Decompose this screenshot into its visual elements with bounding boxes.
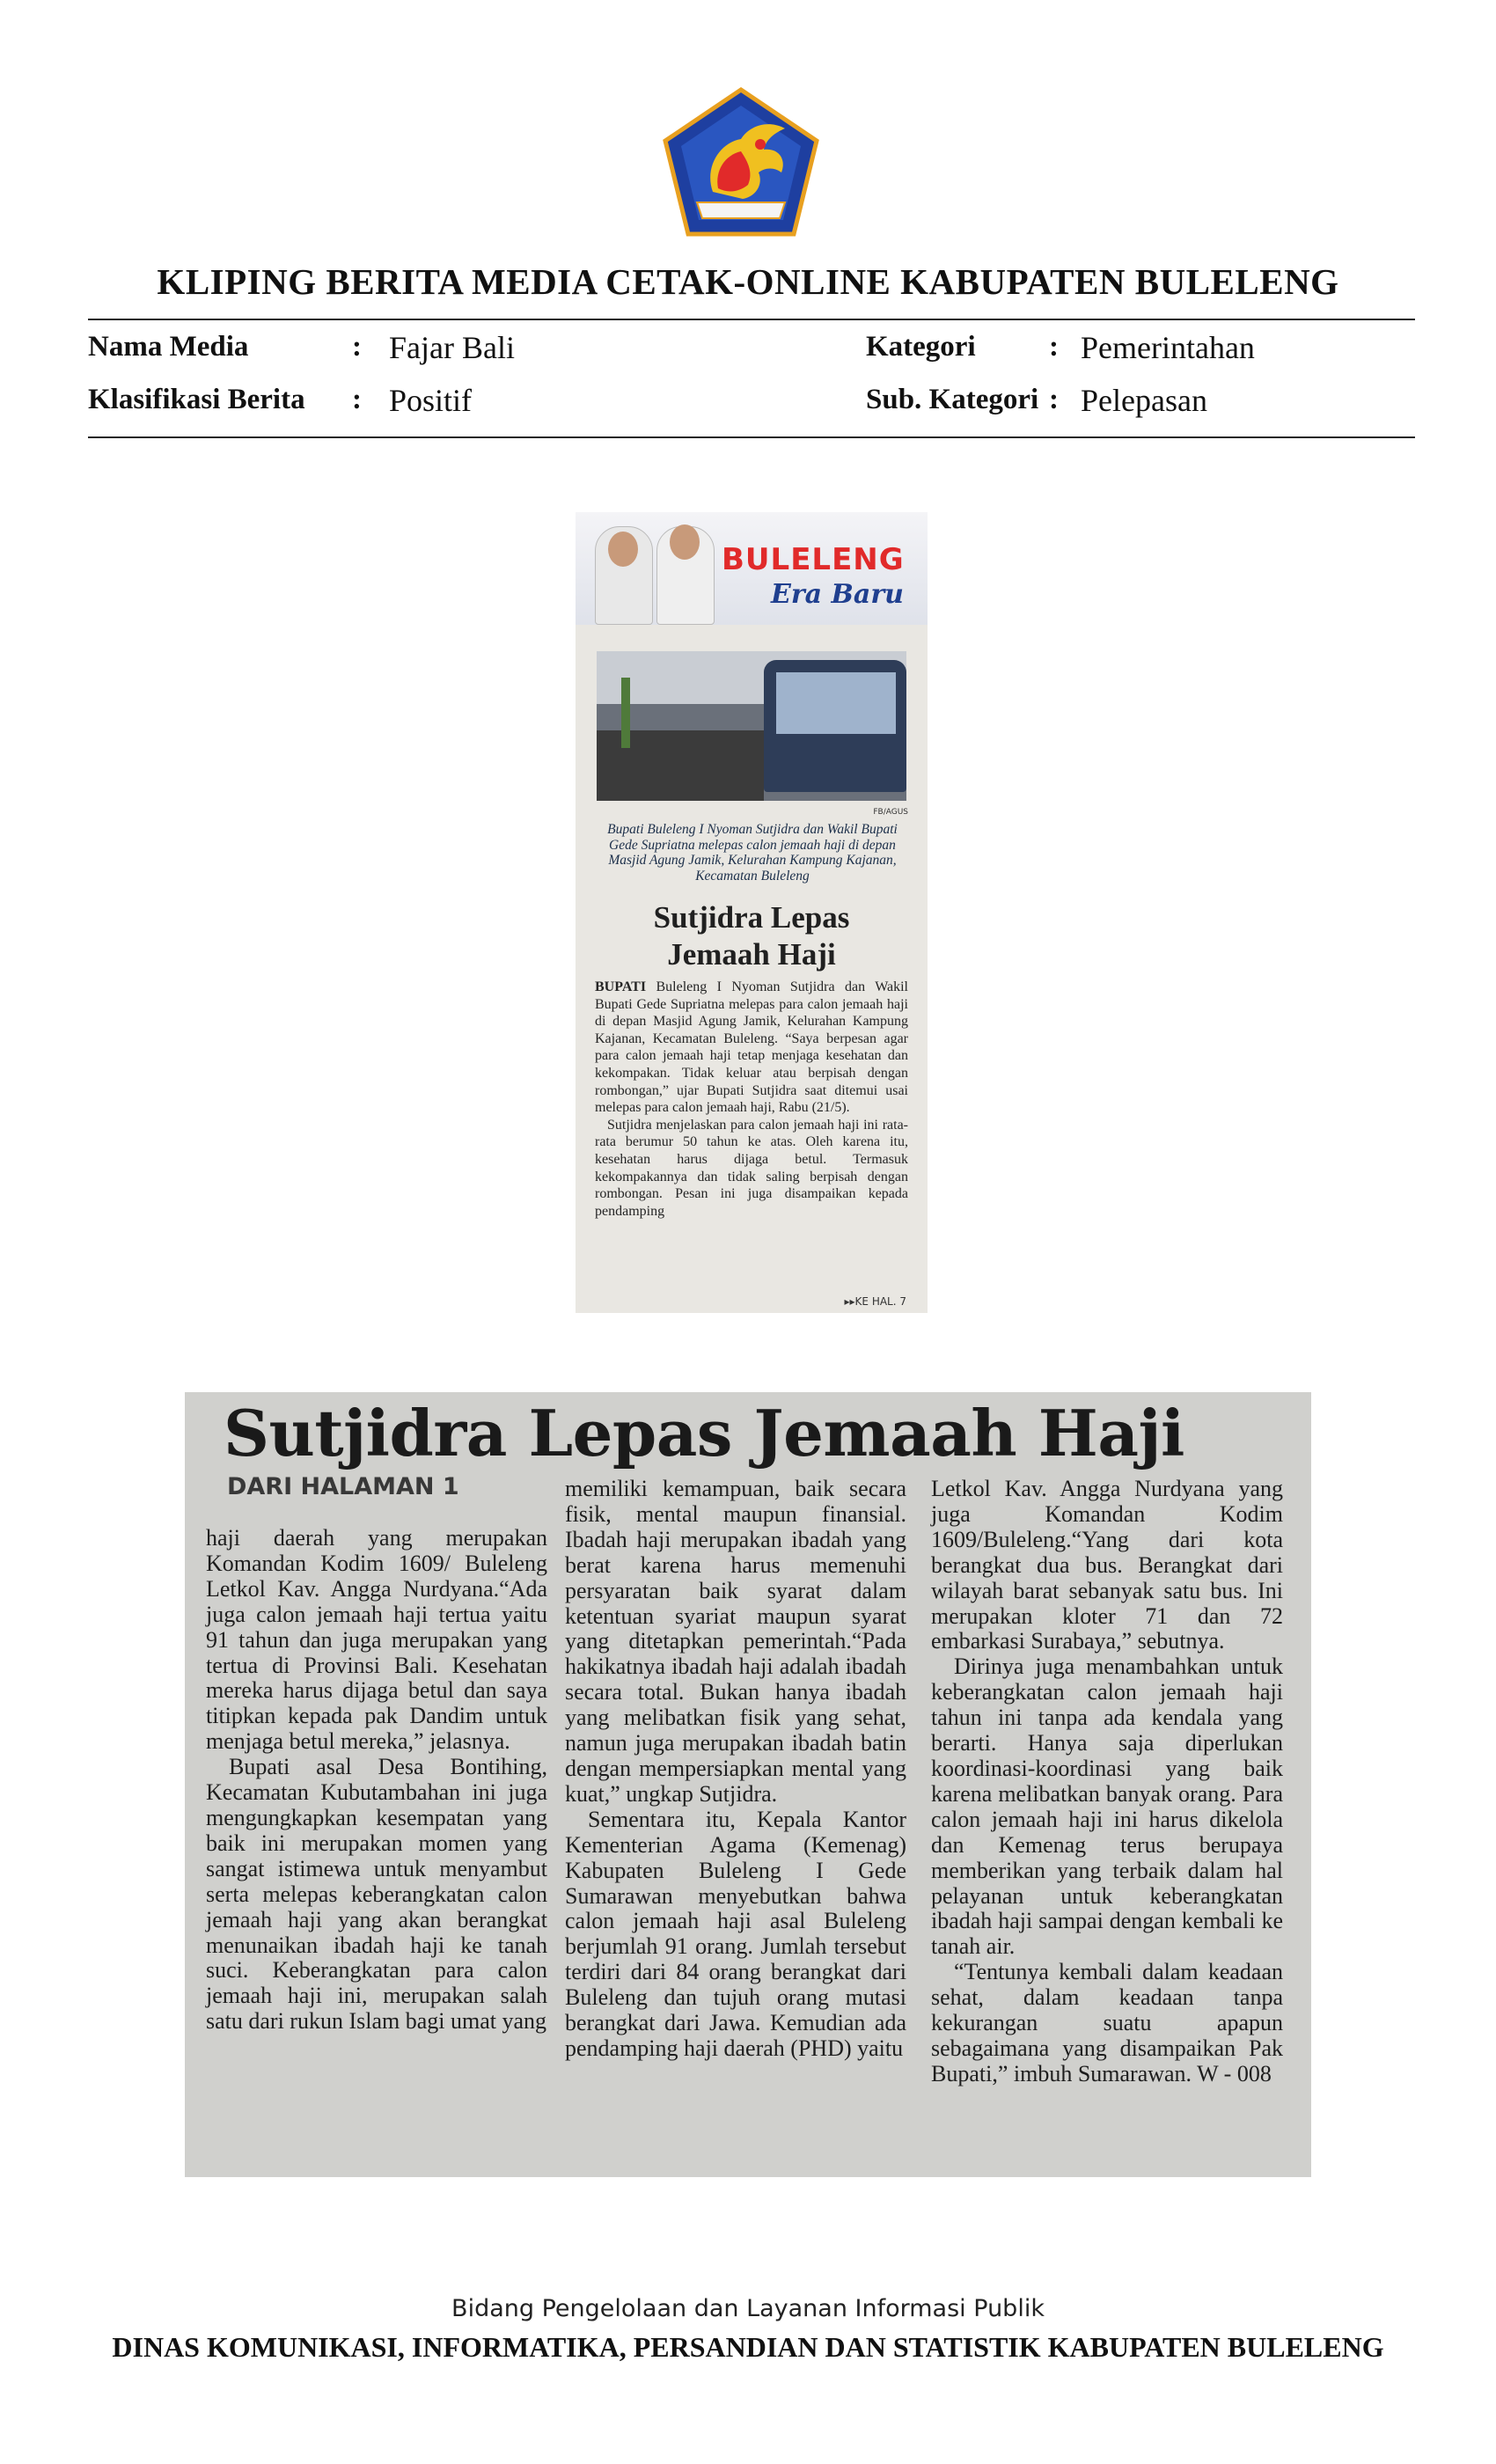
kategori-colon: : (1049, 331, 1059, 363)
news-photo (597, 651, 906, 801)
footer-department: Bidang Pengelolaan dan Layanan Informasi Publik (451, 2295, 1045, 2322)
article-headline (576, 899, 928, 973)
subkategori-label: Sub. Kategori (866, 384, 1039, 415)
column-2-paragraph-2: Sementara itu, Kepala Kantor Kementerian Agama (Kemenag) Kabupaten Buleleng I Gede Sumarawan menyebutkan bahwa calon jemaah haji asal Buleleng berjumlah 91 orang. Jumlah tersebut terdiri dari 84 orang berangkat dari Buleleng dan tujuh orang mutasi berangkat dari Jawa. Kemudian ada pendamping haji daerah (PHD) yaitu (565, 1806, 906, 2061)
article-paragraph-2: Sutjidra menjelaskan para calon jemaah haji ini rata-rata berumur 50 tahun ke atas. Oleh karena itu, kesehatan harus dijaga betul. Termasuk kekompakannya dan tidak saling berpisah dengan rombongan. Pesan ini juga disampaikan kepada pendamping (595, 1117, 908, 1219)
subkategori-value: Pelepasan (1081, 383, 1207, 418)
buleleng-coat-of-arms-logo (662, 86, 820, 238)
media-value: Fajar Bali (389, 330, 515, 365)
article-column-3 (931, 1477, 1283, 2087)
paragraph-1-text: Buleleng I Nyoman Sutjidra dan Wakil Bupati Gede Supriatna melepas para calon jemaah haji di depan Masjid Agung Jamik, Kelurahan Kampung Kajanan, Kecamatan Buleleng. “Saya berpesan agar para calon jemaah haji tetap menjaga kesehatan dan kekompakan. Tidak keluar atau berpisah dengan rombongan,” ujar Bupati Sutjidra saat ditemui usai melepas para calon jemaah haji, Rabu (21/5). (595, 979, 908, 1116)
headline-line-2: Jemaah Haji (667, 937, 836, 972)
column-1-paragraph-2: Bupati asal Desa Bontihing, Kecamatan Kubutambahan ini juga mengungkapkan kesempatan yang baik ini merupakan momen yang sangat istimewa untuk menyambut serta melepas keberangkatan calon jemaah haji yang akan berangkat menunaikan ibadah haji ke tanah suci. Keberangkatan para calon jemaah haji ini, merupakan salah satu dari rukun Islam bagi umat yang (206, 1754, 547, 2035)
footer-agency: DINAS KOMUNIKASI, INFORMATIKA, PERSANDIAN DAN STATISTIK KABUPATEN BULELENG (112, 2331, 1384, 2363)
news-clipping-continuation (185, 1392, 1311, 2177)
lead-word: BUPATI (595, 979, 647, 994)
official-head-left (608, 532, 638, 567)
column-1-paragraph-1: haji daerah yang merupakan Komandan Kodim 1609/ Buleleng Letkol Kav. Angga Nurdyana.“Ada juga calon jemaah haji tertua yaitu 91 tahun dan juga merupakan yang tertua di Provinsi Bali. Kesehatan mereka harus dijaga betul dan saya titipkan kepada pak Dandim untuk menjaga betul mereka,” jelasnya. (206, 1525, 547, 1755)
klasifikasi-label: Klasifikasi Berita (88, 384, 305, 415)
kategori-label: Kategori (866, 331, 976, 363)
klasifikasi-colon: : (352, 384, 362, 415)
column-2-paragraph-1: memiliki kemampuan, baik secara fisik, mental maupun finansial. Ibadah haji merupakan ibadah yang berat karena harus memenuhi persyaratan baik syarat dalam ketentuan syariat maupun syarat yang ditetapkan pemerintah.“Pada hakikatnya ibadah haji adalah ibadah secara total. Bukan hanya ibadah yang melibatkan fisik yang sehat, namun juga merupakan ibadah batin dengan mempersiapkan mental yang kuat,” ungkap Sutjidra. (565, 1476, 906, 1807)
column-banner (576, 512, 928, 625)
klasifikasi-value: Positif (389, 383, 473, 418)
media-label: Nama Media (88, 331, 249, 363)
photo-caption: Bupati Buleleng I Nyoman Sutjidra dan Wakil Bupati Gede Supriatna melepas calon jemaah haji di depan Masjid Agung Jamik, Kelurahan Kampung Kajanan, Kecamatan Buleleng (607, 822, 898, 884)
column-3-paragraph-1: Letkol Kav. Angga Nurdyana yang juga Komandan Kodim 1609/Buleleng.“Yang dari kota berangkat dua bus. Berangkat dari wilayah barat sebanyak satu bus. Ini merupakan kloter 71 dan 72 embarkasi Surabaya,” sebutnya. (931, 1476, 1283, 1654)
title-divider (88, 319, 1415, 320)
continued-marker: ▸▸KE HAL. 7 (844, 1295, 906, 1308)
news-clipping-front-page (576, 512, 928, 1313)
column-3-paragraph-3: “Tentunya kembali dalam keadaan sehat, dalam keadaan tanpa kekurangan suatu apapun sebagaimana yang disampaikan Pak Bupati,” imbuh Sumarawan. W - 008 (931, 1959, 1283, 2086)
headline-line-1: Sutjidra Lepas (653, 900, 850, 935)
meta-divider (88, 436, 1415, 438)
article-column-2 (565, 1477, 906, 2062)
official-head-right (670, 524, 700, 560)
column-brand-subtitle: Era Baru (771, 579, 904, 610)
article-body (595, 979, 908, 1220)
subkategori-colon: : (1049, 384, 1059, 415)
document-title: KLIPING BERITA MEDIA CETAK-ONLINE KABUPATEN BULELENG (157, 261, 1339, 302)
column-brand: BULELENG (722, 542, 905, 577)
from-page-label: DARI HALAMAN 1 (227, 1473, 459, 1500)
article-paragraph-1 (595, 979, 908, 1117)
photo-credit: FB/AGUS (873, 808, 908, 817)
kategori-value: Pemerintahan (1081, 330, 1255, 365)
continuation-headline: Sutjidra Lepas Jemaah Haji (224, 1396, 1184, 1470)
article-column-1 (206, 1526, 547, 2035)
media-colon: : (352, 331, 362, 363)
column-3-paragraph-2: Dirinya juga menambahkan untuk keberangkatan calon jemaah haji tahun ini tanpa ada kendala yang berarti. Hanya saja diperlukan koordinasi-koordinasi yang baik karena melibatkan banyak orang. Para calon jemaah haji ini harus dikelola dan Kemenag terus berupaya memberikan yang terbaik dalam hal pelayanan untuk keberangkatan ibadah haji sampai dengan kembali ke tanah air. (931, 1654, 1283, 1960)
